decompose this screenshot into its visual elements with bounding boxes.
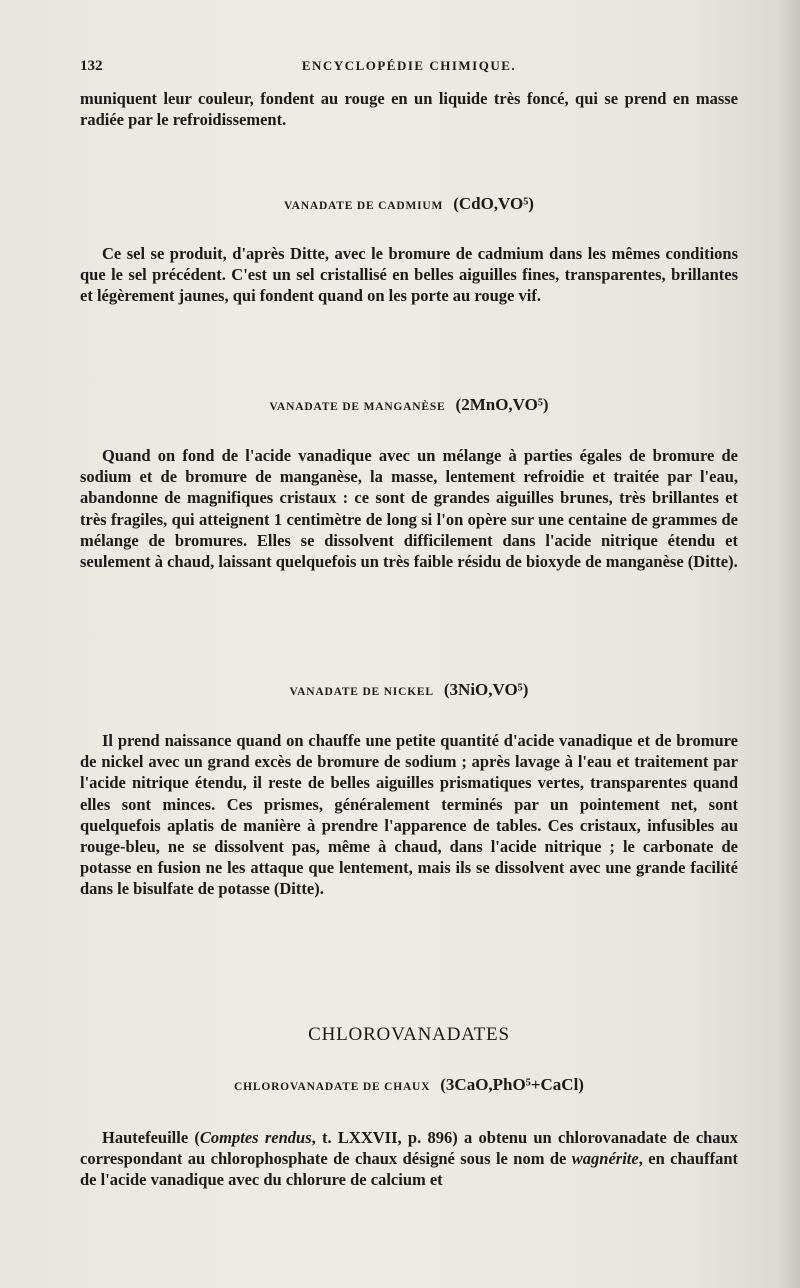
heading-formula: (CdO,VO⁵) <box>453 194 534 213</box>
paragraph-manganese <box>80 445 738 572</box>
paragraph-manganese-text: Quand on fond de l'acide vanadique avec un mélange à parties égales de bromure de sodium et de bromure de manganèse, la masse, lentement refroidie et traitée par l'eau, abandonne de magnifiques cristaux : ce sont de grandes aiguilles brunes, très brillantes et très fragiles, qui atteignent 1 centimètre de long si l'on opère sur une centaine de grammes de mélange de bromures. Elles se dissolvent difficilement dans l'acide nitrique étendu et seulement à chaud, laissant quelquefois un très faible résidu de bioxyde de manganèse (Ditte). <box>80 446 738 572</box>
paragraph-nickel <box>80 730 738 900</box>
heading-vanadate-cadmium <box>80 194 738 214</box>
heading-formula: (3NiO,VO⁵) <box>443 680 529 699</box>
paragraph-cadmium-text: Ce sel se produit, d'après Ditte, avec le bromure de cadmium dans les mêmes conditions que le sel précédent. C'est un sel cristallisé en belles aiguilles fines, transparentes, brillantes et légèrement jaunes, qui fondent quand on les porte au rouge vif. <box>80 244 738 306</box>
heading-label: CHLOROVANADATE DE CHAUX <box>234 1081 431 1093</box>
paragraph-cadmium <box>80 243 738 307</box>
page-edge-shadow <box>778 0 800 1288</box>
heading-formula: (2MnO,VO⁵) <box>455 395 549 414</box>
running-head <box>80 58 738 78</box>
heading-formula: (3CaO,PhO⁵+CaCl) <box>440 1075 584 1094</box>
paragraph-continued: muniquent leur couleur, fondent au rouge en un liquide très foncé, qui se prend en masse radiée par le refroidissement. <box>80 89 738 130</box>
mineral-name: wagnérite <box>571 1149 639 1169</box>
heading-vanadate-manganese <box>80 395 738 415</box>
heading-label: VANADATE DE CADMIUM <box>284 200 444 212</box>
running-title: ENCYCLOPÉDIE CHIMIQUE. <box>301 58 517 73</box>
section-title: CHLOROVANADATES <box>308 1024 510 1045</box>
heading-chlorovanadate-chaux <box>80 1075 738 1095</box>
paragraph-text-before: Hautefeuille ( <box>102 1128 200 1147</box>
paragraph-chlorovanadate <box>80 1127 738 1191</box>
page-number: 132 <box>80 58 103 74</box>
heading-vanadate-nickel <box>80 680 738 700</box>
journal-title: Comptes rendus <box>199 1128 312 1147</box>
paragraph-nickel-text: Il prend naissance quand on chauffe une petite quantité d'acide vanadique et de bromure de nickel avec un grand excès de bromure de sodium ; après lavage à l'eau et traitement par l'acide nitrique étendu, il reste de belles aiguilles prismatiques vertes, transparentes quand elles sont minces. Ces prismes, généralement terminés par un pointement net, sont quelquefois aplatis de manière à prendre l'apparence de tables. Ces cristaux, infusibles au rouge-bleu, ne se dissolvent pas, même à chaud, dans l'acide nitrique ; le carbonate de potasse en fusion ne les attaque que lentement, mais ils se dissolvent avec une grande facilité dans le bisulfate de potasse (Ditte). <box>80 731 738 899</box>
paragraph-text-middle: , t. LXXVII, p. 896) a obtenu un chlorovanadate de chaux correspondant au chlorophosphate de chaux désigné sous le nom de <box>80 1128 739 1169</box>
paragraph-text-after: , en chauffant de l'acide vanadique avec du chlorure de calcium et <box>80 1149 738 1190</box>
heading-label: VANADATE DE MANGANÈSE <box>269 401 446 413</box>
heading-label: VANADATE DE NICKEL <box>289 686 434 698</box>
